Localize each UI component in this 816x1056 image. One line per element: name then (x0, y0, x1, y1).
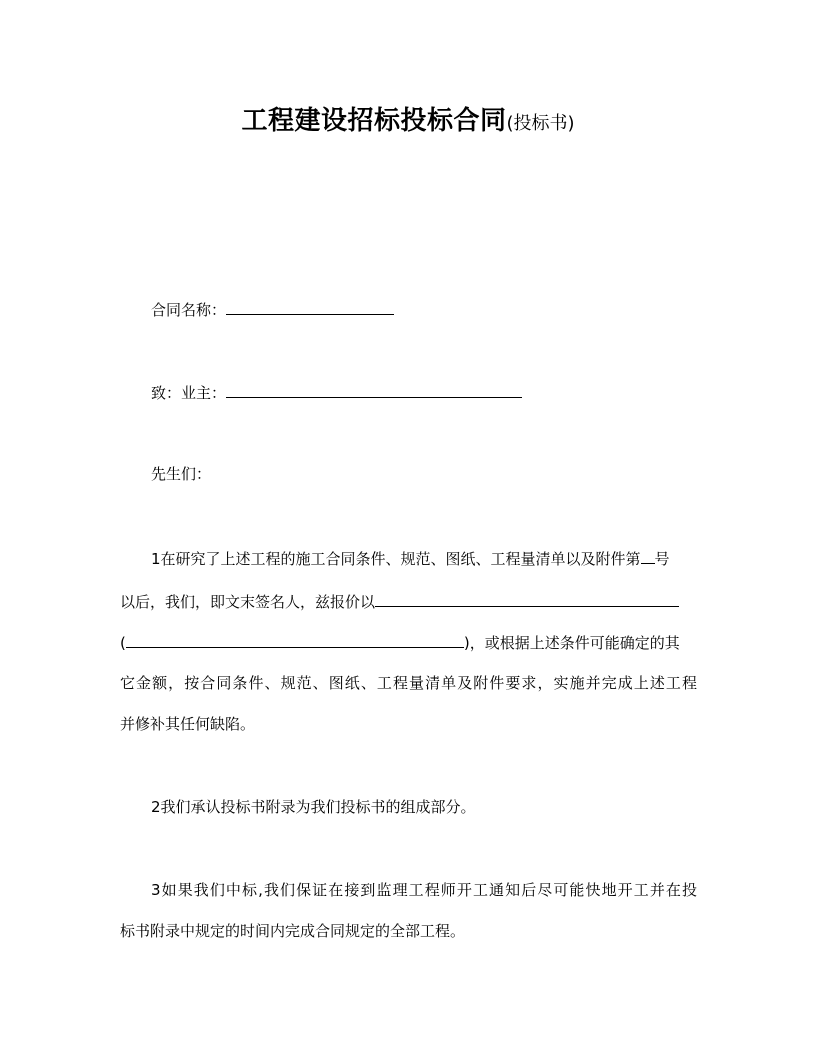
clause1-line3-text: )，或根据上述条件可能确定的其 (463, 634, 680, 652)
owner-blank (226, 380, 522, 398)
owner-line (151, 380, 522, 404)
clause1-line5: 并修补其任何缺陷。 (120, 715, 256, 733)
contract-name-label: 合同名称： (151, 301, 227, 319)
price-figure-blank (375, 589, 679, 607)
clause1-line3-open: ( (120, 634, 126, 652)
clause1-line1 (151, 546, 697, 570)
clause1-line2-text: 以后，我们，即文末签名人，兹报价以 (120, 593, 376, 611)
salutation: 先生们： (151, 465, 212, 483)
clause1-line2 (120, 589, 697, 613)
clause2: 2我们承认投标书附录为我们投标书的组成部分。 (151, 798, 476, 816)
owner-label: 致：业主： (151, 384, 227, 402)
attachment-number-blank (641, 546, 655, 564)
price-words-blank (126, 630, 464, 648)
clause1-line1-end: 号 (654, 550, 670, 568)
title-main: 工程建设招标投标合同 (241, 106, 507, 136)
clause1-line4: 它金额，按合同条件、规范、图纸、工程量清单及附件要求，实施并完成上述工程 (120, 674, 697, 692)
document-title (0, 100, 816, 137)
clause3-line1: 3如果我们中标,我们保证在接到监理工程师开工通知后尽可能快地开工并在投 (151, 881, 697, 899)
title-subtitle: (投标书) (506, 113, 575, 134)
clause1-line1-text: 1在研究了上述工程的施工合同条件、规范、图纸、工程量清单以及附件第 (151, 550, 641, 568)
contract-name-blank (226, 297, 394, 315)
clause1-line3 (120, 630, 697, 654)
clause3-line2: 标书附录中规定的时间内完成合同规定的全部工程。 (120, 922, 466, 940)
contract-name-line (151, 297, 394, 321)
